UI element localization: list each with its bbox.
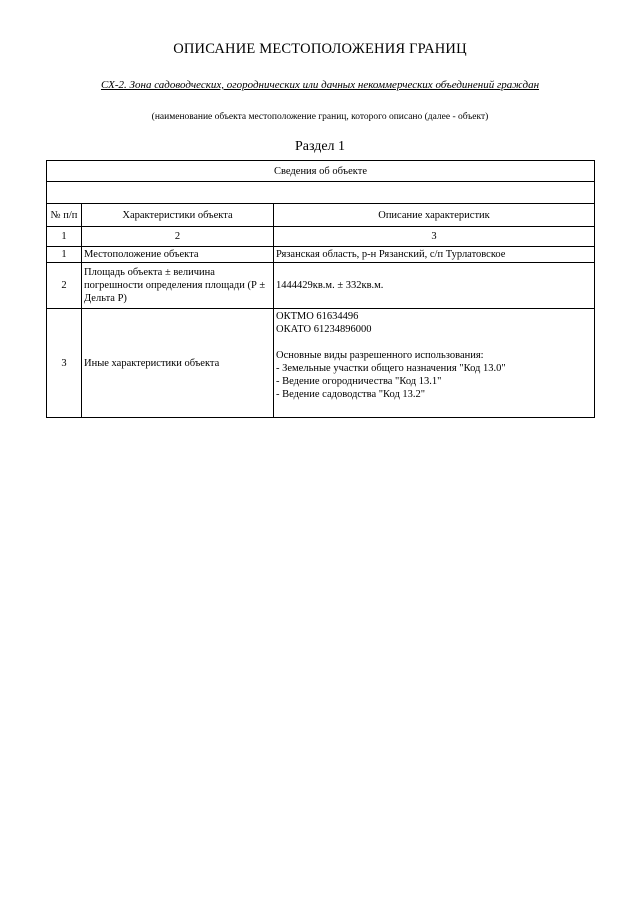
object-info-table (46, 160, 595, 418)
blank-cell (47, 182, 595, 204)
table-caption: Сведения об объекте (47, 161, 595, 182)
column-number: 2 (82, 227, 274, 247)
row-num: 2 (47, 263, 82, 309)
row-description (274, 309, 595, 418)
header-description: Описание характеристик (274, 204, 595, 227)
table-caption-row (47, 161, 595, 182)
row-num: 1 (47, 247, 82, 263)
row-characteristic: Иные характеристики объекта (82, 309, 274, 418)
column-number-row (47, 227, 595, 247)
header-num: № п/п (47, 204, 82, 227)
table-row (47, 247, 595, 263)
table-header-row (47, 204, 595, 227)
section-title: Раздел 1 (294, 139, 346, 154)
description-line: - Ведение огородничества "Код 13.1" (276, 376, 442, 387)
row-description: 1444429кв.м. ± 332кв.м. (274, 263, 595, 309)
zone-hint: (наименование объекта местоположение границ, которого описано (далее - объект) (151, 112, 489, 122)
description-line: - Земельные участки общего назначения "Код 13.0" (276, 363, 506, 374)
header-characteristic: Характеристики объекта (82, 204, 274, 227)
table-row (47, 309, 595, 418)
table-blank-row (47, 182, 595, 204)
row-characteristic: Местоположение объекта (82, 247, 274, 263)
description-line: ОКТМО 61634496 (276, 311, 359, 322)
description-line: - Ведение садоводства "Код 13.2" (276, 389, 426, 400)
row-num: 3 (47, 309, 82, 418)
zone-name: СХ-2. Зона садоводческих, огороднических или дачных некоммерческих объединений граждан (100, 79, 540, 91)
table-row (47, 263, 595, 309)
description-line: ОКАТО 61234896000 (276, 324, 372, 335)
column-number: 3 (274, 227, 595, 247)
row-description: Рязанская область, р-н Рязанский, с/п Турлатовское (274, 247, 595, 263)
row-characteristic: Площадь объекта ± величина погрешности определения площади (Р ± Дельта Р) (82, 263, 274, 309)
document-title: ОПИСАНИЕ МЕСТОПОЛОЖЕНИЯ ГРАНИЦ (173, 41, 467, 57)
description-line: Основные виды разрешенного использования: (276, 350, 484, 361)
description-line (276, 336, 592, 349)
column-number: 1 (47, 227, 82, 247)
